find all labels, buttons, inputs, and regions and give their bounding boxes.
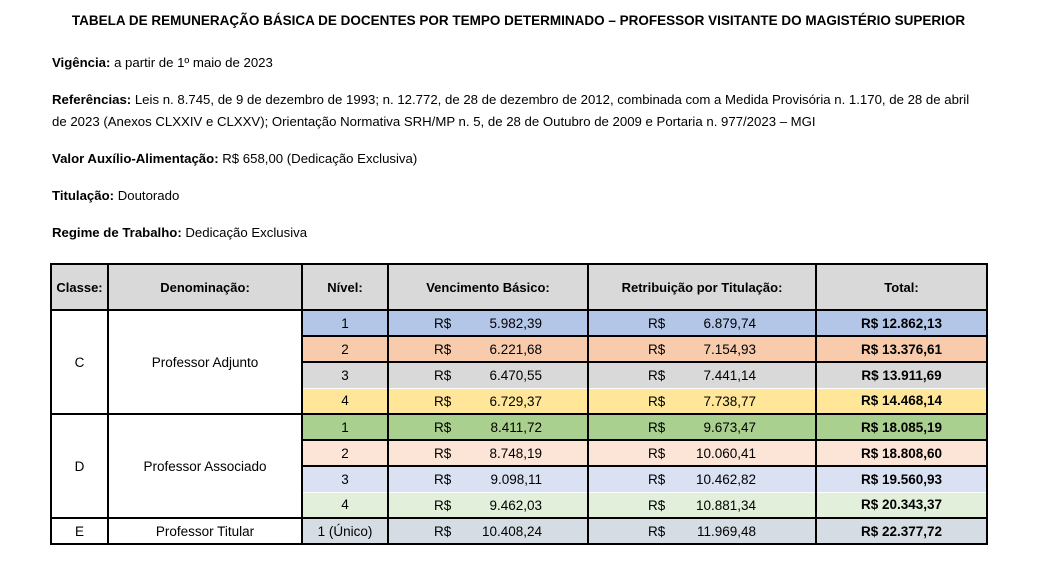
col-header-retribuicao: Retribuição por Titulação:	[588, 264, 816, 310]
classe-cell: C	[51, 310, 108, 414]
total-cell: R$ 18.808,60	[816, 440, 987, 466]
total-cell: R$ 12.862,13	[816, 310, 987, 336]
info-regime	[52, 222, 987, 244]
info-vigencia-label: Vigência:	[52, 55, 111, 70]
currency-symbol: R$	[434, 315, 452, 331]
retribuicao-value: 10.060,41	[695, 445, 756, 461]
nivel-cell: 4	[302, 388, 388, 414]
currency-symbol: R$	[434, 523, 452, 539]
retribuicao-cell	[588, 518, 816, 544]
currency-symbol: R$	[434, 341, 452, 357]
retribuicao-cell	[588, 310, 816, 336]
col-header-nivel: Nível:	[302, 264, 388, 310]
retribuicao-cell	[588, 336, 816, 362]
info-valor-auxilio-label: Valor Auxílio-Alimentação:	[52, 151, 219, 166]
retribuicao-value: 7.441,14	[703, 368, 756, 384]
col-header-total: Total:	[816, 264, 987, 310]
nivel-cell: 1	[302, 310, 388, 336]
info-vigencia	[52, 52, 987, 74]
vencimento-cell	[388, 362, 588, 388]
vencimento-value: 9.098,11	[490, 472, 542, 488]
currency-symbol: R$	[648, 472, 666, 488]
total-cell: R$ 13.911,69	[816, 362, 987, 388]
nivel-cell: 3	[302, 362, 388, 388]
total-cell: R$ 14.468,14	[816, 388, 987, 414]
info-titulacao-label: Titulação:	[52, 188, 115, 203]
remuneration-table	[50, 263, 988, 545]
vencimento-value: 6.470,55	[489, 368, 542, 384]
header-row	[51, 264, 987, 310]
currency-symbol: R$	[434, 419, 452, 435]
currency-symbol: R$	[434, 445, 452, 461]
info-referencias-text: Leis n. 8.745, de 9 de dezembro de 1993; n. 12.772, de 28 de dezembro de 2012, combinada com a Medida Provisória n. 1.170, de 28 de abril de 2023 (Anexos CLXXIV e CLXXV); Orientação Normativa SRH/MP n. 5, de 28 de Outubro de 2009 e Portaria n. 977/2023 – MGI	[52, 92, 970, 129]
currency-symbol: R$	[648, 393, 666, 409]
currency-symbol: R$	[648, 419, 666, 435]
nivel-cell: 1 (Único)	[302, 518, 388, 544]
vencimento-cell	[388, 518, 588, 544]
nivel-cell: 3	[302, 466, 388, 492]
vencimento-cell	[388, 414, 588, 440]
col-header-classe: Classe:	[51, 264, 108, 310]
currency-symbol: R$	[648, 497, 666, 513]
nivel-cell: 4	[302, 492, 388, 518]
retribuicao-value: 10.881,34	[695, 497, 756, 513]
vencimento-value: 6.729,37	[489, 393, 542, 409]
currency-symbol: R$	[648, 445, 666, 461]
retribuicao-cell	[588, 362, 816, 388]
retribuicao-value: 10.462,82	[695, 472, 756, 488]
total-cell: R$ 13.376,61	[816, 336, 987, 362]
denominacao-cell: Professor Associado	[108, 414, 302, 518]
nivel-cell: 2	[302, 440, 388, 466]
retribuicao-value: 7.738,77	[703, 393, 756, 409]
info-regime-text: Dedicação Exclusiva	[185, 225, 308, 240]
info-valor-auxilio	[52, 148, 987, 170]
info-referencias-label: Referências:	[52, 92, 132, 107]
retribuicao-value: 11.969,48	[696, 523, 756, 539]
classe-cell: D	[51, 414, 108, 518]
denominacao-cell: Professor Titular	[108, 518, 302, 544]
info-referencias	[52, 89, 987, 133]
retribuicao-cell	[588, 388, 816, 414]
currency-symbol: R$	[648, 368, 666, 384]
vencimento-cell	[388, 310, 588, 336]
info-titulacao-text: Doutorado	[117, 188, 180, 203]
info-vigencia-text: a partir de 1º maio de 2023	[114, 55, 273, 70]
classe-cell: E	[51, 518, 108, 544]
vencimento-value: 10.408,24	[481, 523, 542, 539]
table-row	[51, 414, 987, 440]
retribuicao-cell	[588, 466, 816, 492]
vencimento-cell	[388, 388, 588, 414]
total-cell: R$ 20.343,37	[816, 492, 987, 518]
table-row	[51, 518, 987, 544]
currency-symbol: R$	[434, 497, 452, 513]
vencimento-cell	[388, 492, 588, 518]
retribuicao-value: 9.673,47	[703, 419, 756, 435]
currency-symbol: R$	[648, 315, 666, 331]
total-cell: R$ 19.560,93	[816, 466, 987, 492]
retribuicao-value: 6.879,74	[703, 315, 756, 331]
retribuicao-cell	[588, 414, 816, 440]
vencimento-value: 8.411,72	[490, 419, 542, 435]
currency-symbol: R$	[434, 472, 452, 488]
table-row	[51, 310, 987, 336]
vencimento-value: 8.748,19	[489, 445, 542, 461]
col-header-vencimento: Vencimento Básico:	[388, 264, 588, 310]
retribuicao-value: 7.154,93	[703, 341, 756, 357]
retribuicao-cell	[588, 440, 816, 466]
total-cell: R$ 22.377,72	[816, 518, 987, 544]
vencimento-value: 6.221,68	[489, 341, 542, 357]
currency-symbol: R$	[434, 393, 452, 409]
nivel-cell: 1	[302, 414, 388, 440]
vencimento-cell	[388, 466, 588, 492]
denominacao-cell: Professor Adjunto	[108, 310, 302, 414]
info-valor-auxilio-text: R$ 658,00 (Dedicação Exclusiva)	[222, 151, 418, 166]
total-cell: R$ 18.085,19	[816, 414, 987, 440]
info-titulacao	[52, 185, 987, 207]
currency-symbol: R$	[648, 341, 666, 357]
nivel-cell: 2	[302, 336, 388, 362]
vencimento-value: 9.462,03	[489, 497, 542, 513]
vencimento-cell	[388, 336, 588, 362]
info-regime-label: Regime de Trabalho:	[52, 225, 182, 240]
col-header-denominacao: Denominação:	[108, 264, 302, 310]
currency-symbol: R$	[648, 523, 666, 539]
retribuicao-cell	[588, 492, 816, 518]
vencimento-value: 5.982,39	[489, 315, 542, 331]
page-title: TABELA DE REMUNERAÇÃO BÁSICA DE DOCENTES POR TEMPO DETERMINADO – PROFESSOR VISITANTE DO MAGISTÉRIO SUPERIOR	[71, 13, 966, 28]
vencimento-cell	[388, 440, 588, 466]
currency-symbol: R$	[434, 368, 452, 384]
